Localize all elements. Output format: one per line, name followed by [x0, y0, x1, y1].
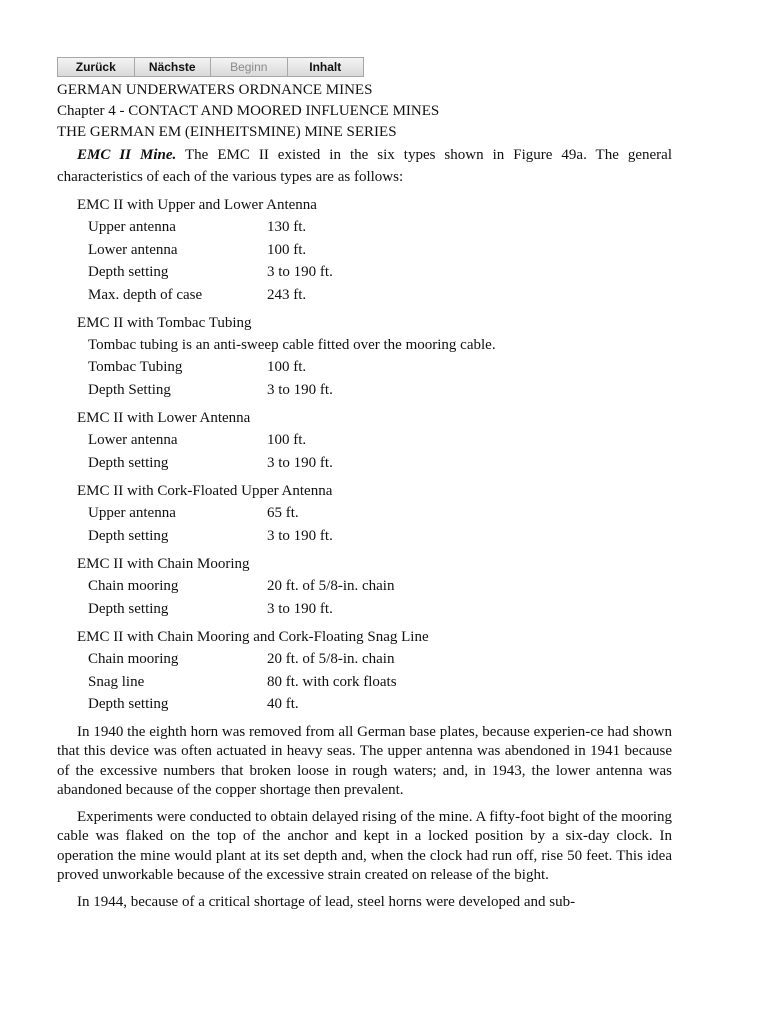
spec-label: Chain mooring	[88, 651, 179, 667]
mine-type-block	[57, 480, 672, 547]
spec-value: 3 to 190 ft.	[267, 527, 333, 544]
intro-text: The EMC II existed in the six types shown in Figure 49a. The general characteristics of each of the various types are as follows:	[57, 147, 672, 185]
spec-row	[57, 598, 672, 621]
spec-value: 40 ft.	[267, 696, 299, 712]
spec-label: Depth setting	[88, 696, 169, 712]
next-button[interactable]: Nächste	[135, 57, 212, 77]
body-paragraph: In 1944, because of a critical shortage of lead, steel horns were developed and sub-	[77, 893, 576, 910]
mine-type-title: EMC II with Chain Mooring and Cork-Floating Snag Line	[77, 629, 429, 645]
body-paragraph: Experiments were conducted to obtain delayed rising of the mine. A fifty-foot bight of the mooring cable was flaked on the top of the anchor and kept in a locked position by a six-day clock. In operation the mine would plant at its set depth and, when the clock had run off, rise 50 feet. This idea proved unworkable because of the excessive strain created on release of the bight.	[57, 808, 672, 883]
spec-value: 3 to 190 ft.	[267, 381, 333, 398]
spec-value: 65 ft.	[267, 505, 299, 521]
spec-label: Depth setting	[88, 527, 169, 544]
mine-type-block	[57, 194, 672, 306]
mine-type-title: EMC II with Upper and Lower Antenna	[77, 197, 317, 213]
mine-type-description: Tombac tubing is an anti-sweep cable fitted over the mooring cable.	[88, 337, 496, 353]
back-button[interactable]: Zurück	[57, 57, 135, 77]
spec-label: Depth setting	[88, 454, 169, 471]
spec-row	[57, 671, 672, 694]
spec-label: Snag line	[88, 673, 145, 690]
mine-type-title: EMC II with Cork-Floated Upper Antenna	[77, 483, 333, 499]
spec-value: 243 ft.	[267, 286, 307, 303]
intro-paragraph	[57, 144, 672, 188]
navigation-bar	[57, 57, 364, 77]
intro-lead: EMC II Mine.	[77, 147, 177, 163]
mine-types-list	[57, 194, 672, 716]
spec-row	[57, 216, 672, 239]
spec-row	[57, 429, 672, 452]
spec-value: 3 to 190 ft.	[267, 600, 333, 617]
body-text	[57, 723, 672, 913]
spec-value: 20 ft. of 5/8-in. chain	[267, 578, 395, 594]
contents-button[interactable]: Inhalt	[288, 57, 365, 77]
spec-label: Tombac Tubing	[88, 359, 183, 375]
mine-type-block	[57, 626, 672, 716]
section-title: THE GERMAN EM (EINHEITSMINE) MINE SERIES	[57, 124, 397, 140]
spec-label: Upper antenna	[88, 505, 176, 521]
spec-value: 130 ft.	[267, 219, 307, 235]
spec-row	[57, 525, 672, 548]
spec-value: 3 to 190 ft.	[267, 264, 333, 280]
spec-row	[57, 379, 672, 402]
spec-row	[57, 648, 672, 671]
spec-label: Lower antenna	[88, 432, 178, 448]
spec-value: 20 ft. of 5/8-in. chain	[267, 651, 395, 667]
spec-label: Depth Setting	[88, 381, 171, 398]
spec-row	[57, 502, 672, 525]
body-paragraph: In 1940 the eighth horn was removed from all German base plates, because experien-ce had shown that this device was often actuated in heavy seas. The upper antenna was abendoned in 1941 because of the excessive numbers that broken loose in rough waters; and, in 1943, the lower antenna was abandoned because of the copper shortage then prevalent.	[57, 723, 672, 798]
mine-type-block	[57, 553, 672, 620]
spec-row	[57, 284, 672, 307]
spec-label: Chain mooring	[88, 578, 179, 594]
mine-type-block	[57, 312, 672, 401]
spec-label: Max. depth of case	[88, 286, 203, 303]
spec-row	[57, 261, 672, 284]
spec-value: 80 ft. with cork floats	[267, 673, 397, 690]
mine-type-title: EMC II with Lower Antenna	[77, 410, 251, 426]
spec-row	[57, 575, 672, 598]
spec-value: 3 to 190 ft.	[267, 454, 333, 471]
document-title: GERMAN UNDERWATERS ORDNANCE MINES	[57, 82, 373, 98]
spec-row	[57, 693, 672, 716]
spec-row	[57, 452, 672, 475]
start-button: Beginn	[211, 57, 288, 77]
mine-type-block	[57, 407, 672, 474]
mine-type-title: EMC II with Chain Mooring	[77, 556, 250, 572]
spec-label: Depth setting	[88, 264, 169, 280]
spec-value: 100 ft.	[267, 432, 307, 448]
mine-type-title: EMC II with Tombac Tubing	[77, 315, 252, 331]
spec-row	[57, 356, 672, 379]
spec-label: Upper antenna	[88, 219, 176, 235]
document-page	[57, 57, 672, 912]
spec-value: 100 ft.	[267, 241, 307, 258]
spec-value: 100 ft.	[267, 359, 307, 375]
spec-label: Depth setting	[88, 600, 169, 617]
spec-row	[57, 239, 672, 262]
chapter-title: Chapter 4 - CONTACT AND MOORED INFLUENCE MINES	[57, 103, 440, 119]
spec-label: Lower antenna	[88, 241, 178, 258]
